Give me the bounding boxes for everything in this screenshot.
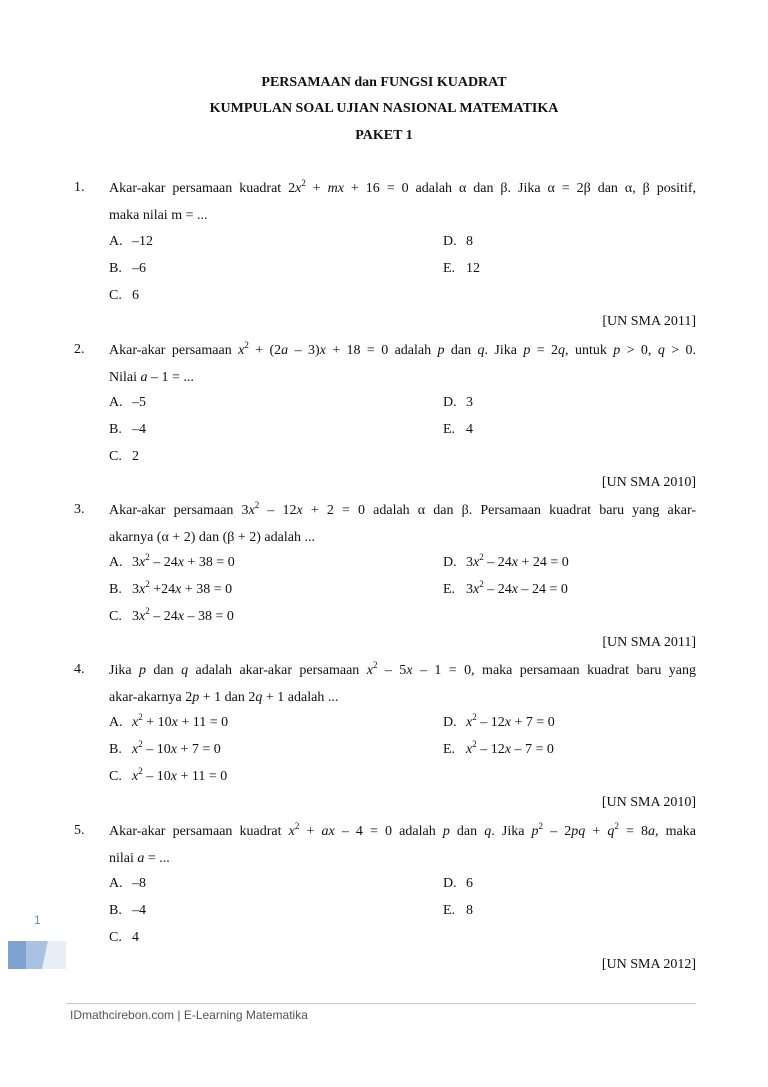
option-b: B. $3x^2 +24x + 38 = 0$ <box>109 579 233 597</box>
question-number: 1. <box>74 180 85 195</box>
question-source: [UN SMA 2011] <box>602 635 696 650</box>
option-c: C. 6 <box>109 288 139 303</box>
question-text: akar-akarnya 2p + 1 dan 2q + 1 adalah ... <box>109 690 339 705</box>
option-c: C. 2 <box>109 449 139 464</box>
option-d: D. $3x^2 - 24x + 24 = 0$ <box>443 552 569 570</box>
option-d: D. 6 <box>443 876 473 891</box>
option-a: A. $x^2 + 10x + 11 = 0$ <box>109 712 229 730</box>
option-d: D. 3 <box>443 395 473 410</box>
option-e: E. $3x^2 - 24x - 24 = 0$ <box>443 579 568 597</box>
question-text: Akar-akar persamaan $x^2 + (2a - 3)x + 18 = 0$ adalah p dan q. Jika p = 2q, untuk p > 0, q > 0. <box>109 340 696 358</box>
document-subtitle: KUMPULAN SOAL UJIAN NASIONAL MATEMATIKA <box>209 101 559 116</box>
question-source: [UN SMA 2011] <box>602 314 696 329</box>
question-text: Jika p dan q adalah akar-akar persamaan $x^2 - 5x - 1 = 0$, maka persamaan kuadrat baru yang <box>109 660 697 678</box>
question-text: Akar-akar persamaan $3x^2 - 12x + 2 = 0$ adalah α dan β. Persamaan kuadrat baru yang akar- <box>109 500 696 518</box>
question-source: [UN SMA 2010] <box>601 795 696 810</box>
option-e: E. 4 <box>443 422 473 437</box>
option-b: B. –6 <box>109 261 146 276</box>
option-c: C. 4 <box>109 930 139 945</box>
question-number: 2. <box>74 342 85 357</box>
footer-text: IDmathcirebon.com | E-Learning Matematika <box>70 1008 308 1022</box>
question-text: maka nilai m = ... <box>109 208 208 223</box>
question-source: [UN SMA 2012] <box>601 957 696 972</box>
question-text: Akar-akar persamaan kuadrat $2x^2$ + mx + 16 = 0 adalah α dan β. Jika α = 2β dan α, β positif, <box>109 178 696 196</box>
option-b: B. –4 <box>109 903 146 918</box>
option-a: A. –8 <box>109 876 146 891</box>
question-text: Nilai a – 1 = ... <box>109 370 194 385</box>
page-number: 1 <box>34 913 41 927</box>
document-title: PERSAMAAN dan FUNGSI KUADRAT <box>261 75 507 90</box>
option-b: B. –4 <box>109 422 146 437</box>
option-d: D. $x^2 - 12x + 7 = 0$ <box>443 712 555 730</box>
option-a: A. $3x^2 - 24x + 38 = 0$ <box>109 552 235 570</box>
option-e: E. 8 <box>443 903 473 918</box>
question-number: 5. <box>74 823 85 838</box>
option-e: E. 12 <box>443 261 480 276</box>
question-text: Akar-akar persamaan kuadrat $x^2$ + ax – 4 = 0 adalah p dan q. Jika $p^2 - 2pq + q^2 = 8a$, maka <box>109 821 696 839</box>
option-c: C. $3x^2 - 24x - 38 = 0$ <box>109 606 234 624</box>
question-text: akarnya (α + 2) dan (β + 2) adalah ... <box>109 530 315 545</box>
question-number: 4. <box>74 662 85 677</box>
question-source: [UN SMA 2010] <box>601 475 696 490</box>
option-a: A. –5 <box>109 395 146 410</box>
option-c: C. $x^2 - 10x + 11 = 0$ <box>109 766 228 784</box>
option-d: D. 8 <box>443 234 473 249</box>
package-label: PAKET 1 <box>355 128 413 143</box>
option-e: E. $x^2 - 12x - 7 = 0$ <box>443 739 554 757</box>
question-number: 3. <box>74 502 85 517</box>
option-a: A. –12 <box>109 234 153 249</box>
question-text: nilai a = ... <box>109 851 170 866</box>
page-tab-decoration <box>8 941 66 969</box>
option-b: B. $x^2 - 10x + 7 = 0$ <box>109 739 221 757</box>
footer-divider <box>66 1003 696 1004</box>
